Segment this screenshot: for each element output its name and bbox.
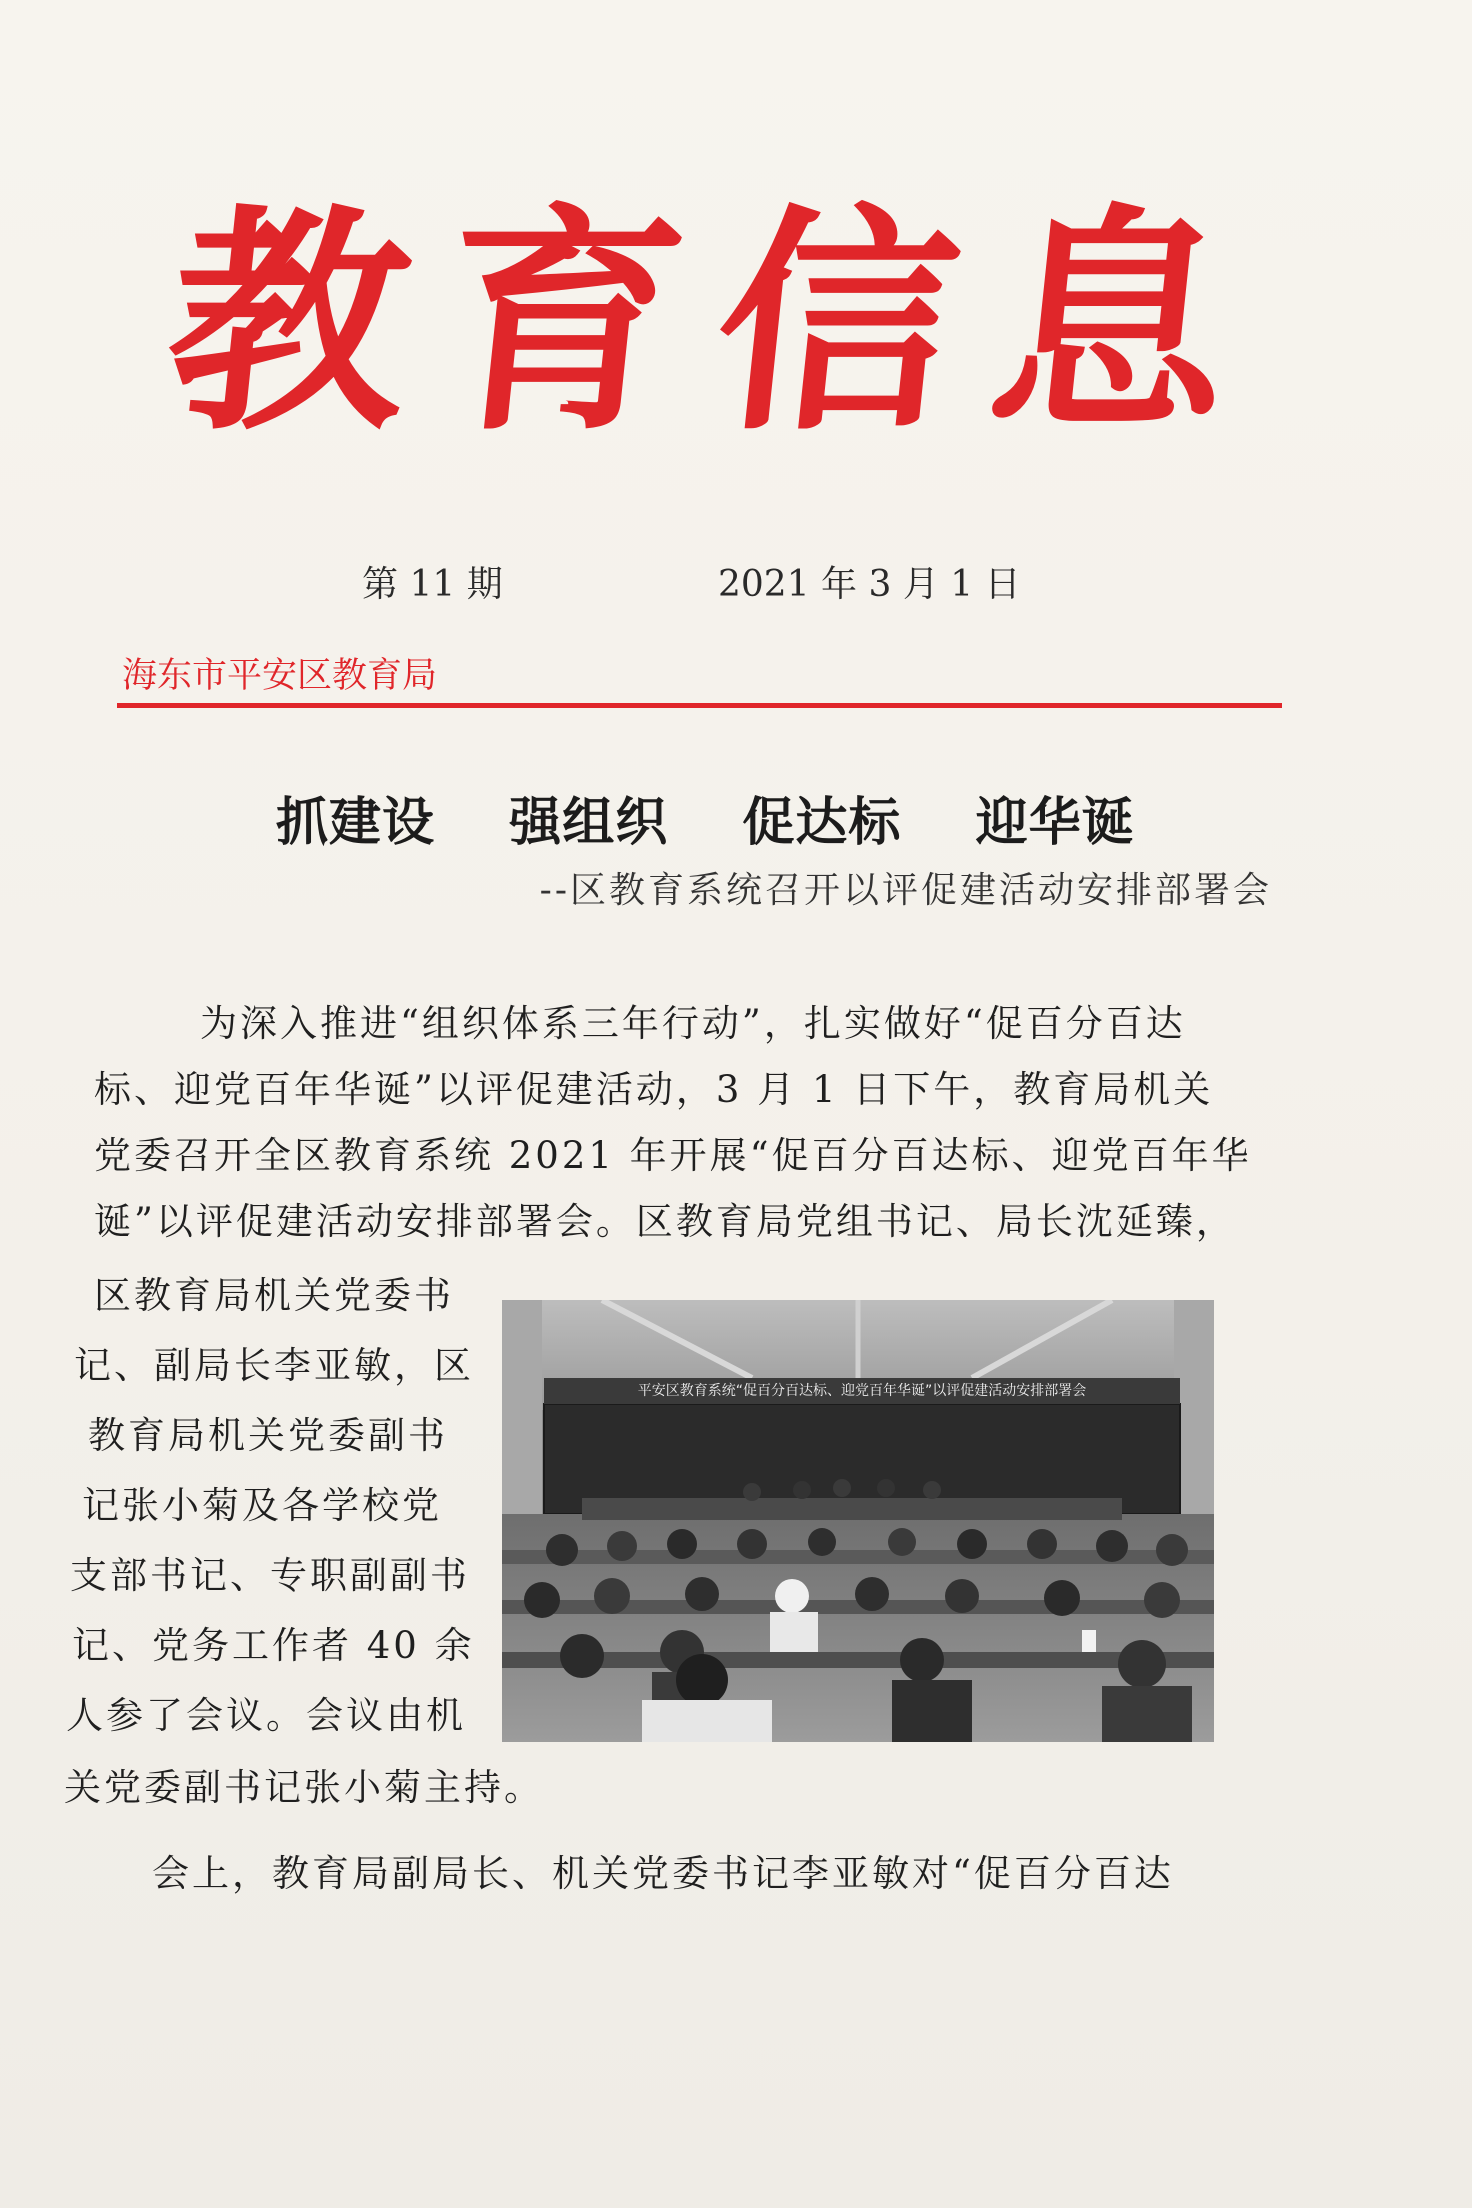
body-line: 会上，教育局副局长、机关党委书记李亚敏对“促百分百达: [72, 1852, 1174, 1895]
body-line: 人参了会议。会议由机: [66, 1694, 466, 1737]
body-line: 记、党务工作者 40 余: [72, 1624, 475, 1667]
body-line: 关党委副书记张小菊主持。: [64, 1766, 544, 1809]
body-line: 党委召开全区教育系统 2021 年开展“促百分百达标、迎党百年华: [94, 1134, 1252, 1177]
article-subheadline: --区教育系统召开以评促建活动安排部署会: [539, 870, 1272, 911]
meeting-photo: [502, 1300, 1214, 1742]
issue-number: 第 11 期: [362, 564, 503, 605]
body-line: 支部书记、专职副副书: [70, 1554, 470, 1597]
masthead-title: [155, 175, 1245, 475]
article-headline: 抓建设 强组织 促达标 迎华诞: [276, 793, 1135, 853]
masthead-char-4: 息: [977, 186, 1245, 463]
publisher-name: 海东市平安区教育局: [122, 656, 438, 696]
body-line: 区教育局机关党委书: [94, 1274, 454, 1317]
issue-date: 2021 年 3 月 1 日: [718, 564, 1021, 605]
body-line: 为深入推进“组织体系三年行动”，扎实做好“促百分百达: [120, 1002, 1186, 1045]
body-line: 记、副局长李亚敏，区: [74, 1344, 474, 1387]
body-line: 诞”以评促建活动安排部署会。区教育局党组书记、局长沈延臻，: [94, 1200, 1236, 1243]
body-line: 记张小菊及各学校党: [82, 1484, 442, 1527]
photo-banner-text: 平安区教育系统“促百分百达标、迎党百年华诞”以评促建活动安排部署会: [544, 1378, 1180, 1404]
body-line: 标、迎党百年华诞”以评促建活动，3 月 1 日下午，教育局机关: [94, 1068, 1214, 1111]
red-divider: [117, 703, 1282, 708]
masthead-char-1: 教: [155, 186, 423, 463]
body-line: 教育局机关党委副书: [88, 1414, 448, 1457]
masthead-char-3: 信: [703, 186, 971, 463]
masthead-char-2: 育: [429, 186, 697, 463]
meeting-photo-illustration: [502, 1300, 1214, 1742]
